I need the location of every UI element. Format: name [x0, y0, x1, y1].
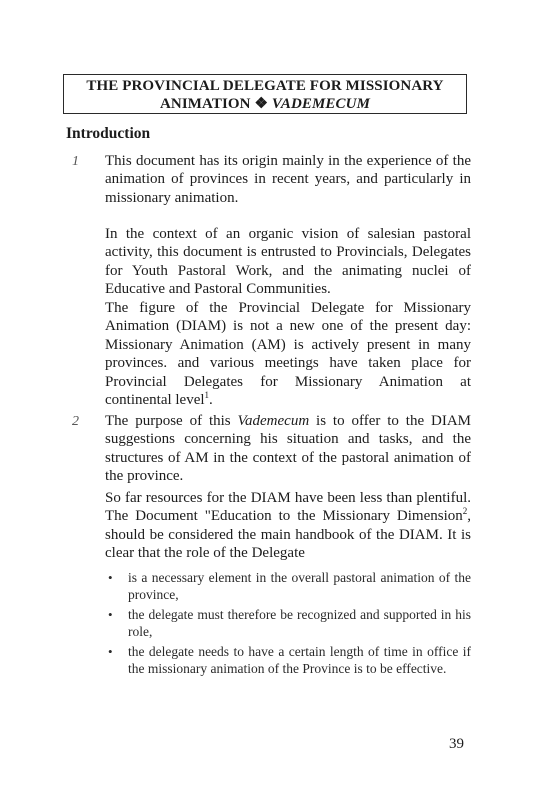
section-heading: Introduction	[66, 125, 151, 142]
paragraph-3-end: .	[209, 392, 213, 409]
vademecum-italic: Vademecum	[237, 413, 310, 429]
paragraph-5	[105, 489, 471, 563]
paragraph-1: This document has its origin mainly in the experience of the animation of provinces in recent years, and particularly in missionary animation.	[105, 153, 471, 206]
bullet-icon: •	[108, 570, 113, 585]
paragraph-4-end: is to offer to the DIAM suggestions concerning his situation and tasks, and the structures of AM in the context of the pastoral animation of the province.	[105, 413, 471, 485]
bullet-text: the delegate needs to have a certain length of time in office if the missionary animation of the Province is to be effective.	[128, 644, 471, 676]
list-item	[105, 570, 471, 603]
list-item	[105, 644, 471, 677]
bullet-icon: •	[108, 644, 113, 659]
page-number: 39	[449, 736, 464, 752]
bullet-icon: •	[108, 607, 113, 622]
footnote-ref-1: 1	[204, 390, 210, 401]
title-vademecum: VADEMECUM	[271, 96, 371, 112]
paragraph-3	[105, 299, 471, 409]
bullet-text: the delegate must therefore be recognized and supported in his role,	[128, 607, 471, 639]
bullet-text: is a necessary element in the overall pastoral animation of the province,	[128, 570, 471, 602]
list-item	[105, 607, 471, 640]
paragraph-number-2: 2	[72, 414, 79, 429]
footnote-ref-2: 2	[462, 506, 468, 517]
paragraph-4	[105, 412, 471, 486]
paragraph-3-text: The figure of the Provincial Delegate for Missionary Animation (DIAM) is not a new one of the present day: Missionary Animation (AM) is actively present in many provinces. and various meetings have taken place for Provincial Delegates for Missionary Animation at continental level	[105, 300, 471, 409]
title-line-2	[64, 95, 466, 113]
title-box	[63, 74, 467, 114]
title-line-1: THE PROVINCIAL DELEGATE FOR MISSIONARY	[86, 78, 444, 94]
role-bullet-list	[105, 570, 471, 681]
paragraph-4-start: The purpose of this	[105, 413, 238, 429]
title-line-2-prefix: ANIMATION ❖	[159, 96, 272, 112]
paragraph-5-start: So far resources for the DIAM have been less than plentiful. The Document "Education to the Missionary Dimension	[105, 490, 471, 525]
paragraph-2: In the context of an organic vision of salesian pastoral activity, this document is entrusted to Provincials, Delegates for Youth Pastoral Work, and the animating nuclei of Educative and Pastoral Communities.	[105, 226, 471, 298]
paragraph-5-end: , should be considered the main handbook of the DIAM. It is clear that the role of the Delegate	[105, 508, 471, 562]
paragraph-number-1: 1	[72, 154, 79, 169]
